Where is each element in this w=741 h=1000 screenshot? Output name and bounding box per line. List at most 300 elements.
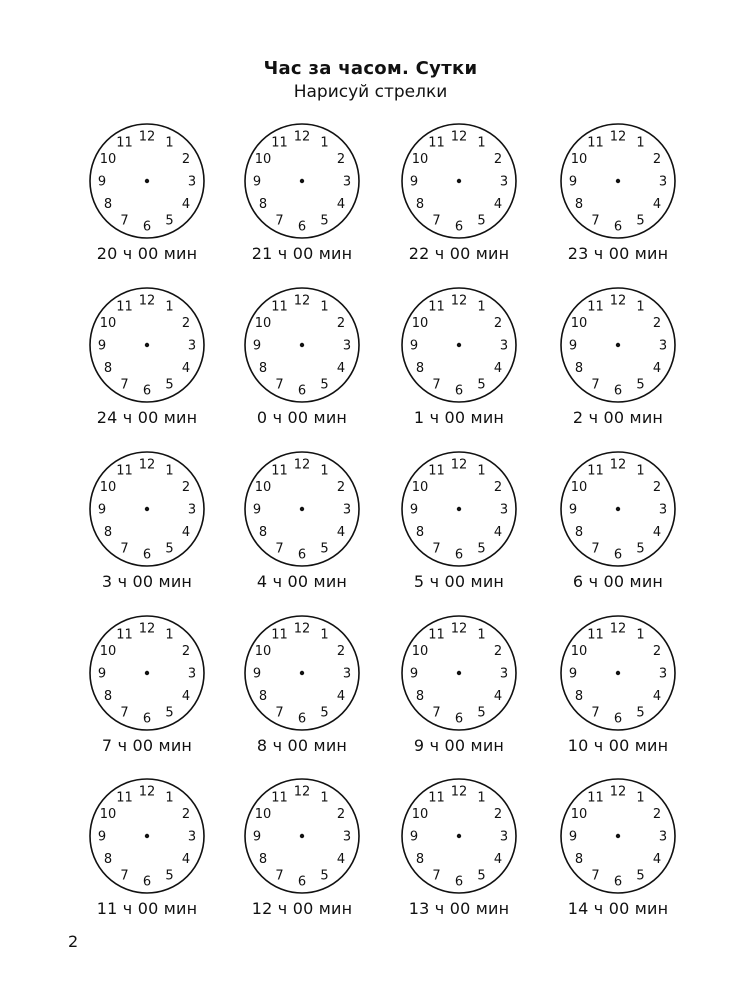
clock-time-label: 21 ч 00 мин [251,244,353,263]
clock-numeral: 4 [336,852,346,867]
clock-numeral: 4 [181,852,191,867]
clock-time-label: 2 ч 00 мин [572,408,664,427]
clock-numeral: 6 [142,547,152,563]
clock-center-dot [457,343,461,347]
clock-numeral: 8 [415,689,425,704]
clock-numeral: 12 [293,621,311,637]
clock-numeral: 11 [428,790,445,806]
clock-numeral: 2 [652,807,662,822]
clock-numeral: 7 [591,705,600,721]
clock-numeral: 3 [342,829,352,845]
clock-numeral: 2 [493,644,503,659]
clock-time-label: 23 ч 00 мин [567,244,669,263]
clock-numeral: 6 [454,219,464,235]
clock-numeral: 5 [636,377,645,393]
clock-numeral: 10 [411,480,429,495]
clock-numeral: 2 [336,152,346,167]
clock-center-dot [145,507,149,511]
clock-numeral: 2 [181,152,191,167]
clock-numeral: 11 [271,463,288,479]
clock-numeral: 4 [181,361,191,376]
clock-numeral: 12 [138,621,156,637]
clock-numeral: 5 [165,868,174,884]
clock-numeral: 10 [570,644,588,659]
clock-time-label: 8 ч 00 мин [256,736,348,755]
clock-numeral: 1 [636,135,645,151]
clock-face[interactable] [84,610,210,736]
clock-center-dot [457,834,461,838]
clock-numeral: 6 [297,711,307,727]
clock-numeral: 7 [120,705,129,721]
clock-face[interactable] [84,446,210,572]
clock-face[interactable] [396,773,522,899]
clock-numeral: 11 [587,299,604,315]
clock-numeral: 5 [477,377,486,393]
clock-numeral: 2 [493,152,503,167]
clock-numeral: 10 [99,480,117,495]
clock-numeral: 7 [120,377,129,393]
page-subtitle: Нарисуй стрелки [293,82,448,102]
clock-numeral: 3 [499,174,509,190]
clock-numeral: 9 [409,829,419,845]
clock-numeral: 12 [450,621,468,637]
clock-numeral: 12 [138,129,156,145]
clock-numeral: 1 [477,790,486,806]
clock-numeral: 7 [275,541,284,557]
clock-numeral: 9 [252,666,262,682]
clock-numeral: 12 [609,457,627,473]
clock-time-label: 4 ч 00 мин [256,572,348,591]
clock-numeral: 12 [609,293,627,309]
clock-numeral: 4 [336,689,346,704]
clock-numeral: 5 [636,705,645,721]
clock-numeral: 8 [574,525,584,540]
clock-numeral: 2 [493,480,503,495]
clock-numeral: 6 [454,874,464,890]
clock-face[interactable] [396,446,522,572]
clock-numeral: 3 [342,338,352,354]
clock-numeral: 6 [454,383,464,399]
clock-time-label: 10 ч 00 мин [567,736,669,755]
clock-numeral: 5 [165,213,174,229]
clock-numeral: 7 [275,705,284,721]
clock-numeral: 2 [336,316,346,331]
clock-exercise [384,773,534,923]
clock-numeral: 7 [432,377,441,393]
clock-numeral: 8 [574,689,584,704]
clock-numeral: 5 [320,705,329,721]
clock-center-dot [457,179,461,183]
clock-numeral: 6 [613,711,623,727]
clock-time-label: 20 ч 00 мин [96,244,198,263]
clock-numeral: 1 [477,135,486,151]
clock-time-label: 0 ч 00 мин [256,408,348,427]
clock-numeral: 12 [450,784,468,800]
clock-numeral: 5 [636,541,645,557]
clock-numeral: 10 [411,807,429,822]
clock-numeral: 12 [138,784,156,800]
clock-numeral: 4 [181,689,191,704]
clock-numeral: 9 [568,338,578,354]
clock-numeral: 3 [187,174,197,190]
clock-numeral: 2 [493,807,503,822]
clock-numeral: 4 [336,361,346,376]
clock-numeral: 5 [165,377,174,393]
clock-numeral: 1 [320,627,329,643]
clock-numeral: 12 [293,784,311,800]
clock-numeral: 6 [142,383,152,399]
clock-numeral: 8 [258,361,268,376]
clock-face[interactable] [239,282,365,408]
clock-numeral: 12 [450,293,468,309]
clock-numeral: 7 [275,213,284,229]
clock-numeral: 4 [652,852,662,867]
clock-exercise [72,118,222,268]
clock-face[interactable] [239,610,365,736]
clock-numeral: 1 [477,463,486,479]
clock-numeral: 9 [97,502,107,518]
clock-numeral: 7 [120,541,129,557]
clock-numeral: 7 [120,213,129,229]
clock-numeral: 2 [181,480,191,495]
clock-numeral: 1 [636,463,645,479]
clock-numeral: 9 [568,502,578,518]
clock-numeral: 8 [258,525,268,540]
clock-numeral: 10 [411,644,429,659]
clock-numeral: 4 [493,361,503,376]
clock-numeral: 8 [415,197,425,212]
clock-numeral: 9 [409,174,419,190]
clock-face[interactable] [555,773,681,899]
clock-numeral: 3 [187,338,197,354]
clock-face[interactable] [396,282,522,408]
clock-center-dot [145,179,149,183]
clock-numeral: 10 [570,807,588,822]
clock-numeral: 3 [658,502,668,518]
clock-numeral: 11 [116,790,133,806]
clock-numeral: 10 [411,152,429,167]
clock-numeral: 12 [293,293,311,309]
clock-numeral: 2 [336,480,346,495]
clock-numeral: 8 [415,852,425,867]
clock-numeral: 4 [493,689,503,704]
clock-numeral: 12 [293,129,311,145]
clock-numeral: 4 [652,689,662,704]
clock-numeral: 10 [99,644,117,659]
clock-numeral: 7 [432,213,441,229]
clock-numeral: 9 [252,174,262,190]
clock-numeral: 4 [652,525,662,540]
clock-numeral: 2 [652,316,662,331]
clock-numeral: 5 [477,541,486,557]
clock-numeral: 4 [493,197,503,212]
clock-numeral: 1 [636,299,645,315]
clock-numeral: 7 [432,541,441,557]
clock-numeral: 10 [570,316,588,331]
clock-numeral: 7 [432,868,441,884]
clock-numeral: 7 [120,868,129,884]
clock-numeral: 2 [493,316,503,331]
clock-numeral: 10 [99,152,117,167]
clock-numeral: 8 [574,197,584,212]
clock-numeral: 1 [165,463,174,479]
clock-center-dot [300,671,304,675]
clock-numeral: 11 [587,463,604,479]
clock-numeral: 2 [181,316,191,331]
clock-numeral: 9 [97,338,107,354]
clock-numeral: 6 [297,219,307,235]
clock-numeral: 11 [271,135,288,151]
clock-numeral: 5 [165,705,174,721]
clock-numeral: 10 [254,644,272,659]
clock-numeral: 10 [254,807,272,822]
page-number: 2 [68,932,79,951]
clock-numeral: 9 [568,666,578,682]
clock-numeral: 11 [271,790,288,806]
clock-time-label: 12 ч 00 мин [251,899,353,918]
clock-numeral: 5 [320,541,329,557]
clock-numeral: 6 [297,874,307,890]
clock-numeral: 10 [99,316,117,331]
clock-numeral: 11 [116,463,133,479]
clock-numeral: 10 [570,480,588,495]
clock-numeral: 4 [181,197,191,212]
clock-numeral: 12 [450,457,468,473]
clock-numeral: 6 [142,219,152,235]
clock-numeral: 2 [181,807,191,822]
clock-time-label: 7 ч 00 мин [101,736,193,755]
clock-exercise [543,773,693,923]
clock-face[interactable] [555,446,681,572]
clock-center-dot [300,834,304,838]
clock-numeral: 5 [320,868,329,884]
clock-numeral: 8 [258,689,268,704]
clock-numeral: 9 [252,829,262,845]
clock-face[interactable] [555,282,681,408]
clock-numeral: 8 [103,689,113,704]
clock-face[interactable] [555,118,681,244]
clock-exercise [384,610,534,760]
clock-numeral: 1 [636,790,645,806]
clock-numeral: 7 [432,705,441,721]
clock-face[interactable] [84,282,210,408]
clock-numeral: 11 [587,627,604,643]
clock-numeral: 12 [138,293,156,309]
clock-numeral: 10 [99,807,117,822]
clock-numeral: 6 [613,219,623,235]
clock-numeral: 6 [142,711,152,727]
clock-numeral: 2 [652,152,662,167]
clock-numeral: 12 [450,129,468,145]
clock-numeral: 1 [320,135,329,151]
clock-numeral: 12 [138,457,156,473]
clock-numeral: 4 [493,525,503,540]
clock-numeral: 4 [493,852,503,867]
clock-center-dot [616,834,620,838]
clock-time-label: 6 ч 00 мин [572,572,664,591]
clock-numeral: 1 [636,627,645,643]
clock-time-label: 5 ч 00 мин [413,572,505,591]
clock-numeral: 6 [454,711,464,727]
clock-time-label: 11 ч 00 мин [96,899,198,918]
clock-numeral: 1 [165,790,174,806]
clock-numeral: 8 [574,852,584,867]
clock-numeral: 6 [142,874,152,890]
clock-numeral: 12 [293,457,311,473]
clock-time-label: 9 ч 00 мин [413,736,505,755]
clock-numeral: 12 [609,621,627,637]
clock-numeral: 6 [297,383,307,399]
clock-numeral: 8 [103,197,113,212]
clock-numeral: 10 [254,316,272,331]
clock-numeral: 9 [97,174,107,190]
clock-numeral: 8 [103,525,113,540]
clock-numeral: 11 [116,135,133,151]
clock-numeral: 1 [320,463,329,479]
clock-time-label: 3 ч 00 мин [101,572,193,591]
clock-center-dot [145,343,149,347]
clock-exercise [227,610,377,760]
clock-numeral: 11 [587,135,604,151]
clock-numeral: 8 [103,852,113,867]
clock-exercise [227,282,377,432]
clock-numeral: 11 [428,135,445,151]
clock-numeral: 3 [342,174,352,190]
clock-numeral: 3 [658,338,668,354]
clock-numeral: 3 [499,502,509,518]
clock-center-dot [616,343,620,347]
clock-exercise [543,446,693,596]
clock-face[interactable] [396,118,522,244]
clock-numeral: 4 [336,197,346,212]
clock-exercise [543,118,693,268]
clock-numeral: 9 [409,666,419,682]
clock-time-label: 24 ч 00 мин [96,408,198,427]
clock-numeral: 5 [636,213,645,229]
clock-numeral: 2 [336,644,346,659]
clock-numeral: 7 [591,213,600,229]
clock-numeral: 5 [477,868,486,884]
clock-face[interactable] [396,610,522,736]
clock-numeral: 9 [568,174,578,190]
clock-center-dot [457,507,461,511]
clock-numeral: 5 [165,541,174,557]
clock-numeral: 6 [613,874,623,890]
page-title: Час за часом. Сутки [263,58,478,79]
clock-numeral: 2 [652,480,662,495]
clock-numeral: 3 [342,666,352,682]
clock-numeral: 12 [609,784,627,800]
clock-numeral: 6 [297,547,307,563]
clock-time-label: 14 ч 00 мин [567,899,669,918]
clock-numeral: 9 [252,338,262,354]
clock-numeral: 11 [428,627,445,643]
clock-numeral: 7 [591,541,600,557]
clock-numeral: 3 [187,666,197,682]
clock-numeral: 10 [411,316,429,331]
clock-exercise [72,610,222,760]
clock-exercise [227,446,377,596]
clock-numeral: 3 [499,666,509,682]
clock-numeral: 6 [613,547,623,563]
clock-exercise [543,282,693,432]
clock-numeral: 4 [181,525,191,540]
clock-numeral: 9 [97,666,107,682]
clock-face[interactable] [239,446,365,572]
clock-exercise [227,118,377,268]
clock-time-label: 1 ч 00 мин [413,408,505,427]
clock-numeral: 11 [428,463,445,479]
clock-exercise [384,282,534,432]
clock-center-dot [616,507,620,511]
clock-numeral: 8 [103,361,113,376]
clock-numeral: 11 [587,790,604,806]
clock-center-dot [300,179,304,183]
clock-face[interactable] [84,118,210,244]
clock-numeral: 5 [636,868,645,884]
clock-numeral: 7 [591,868,600,884]
clock-numeral: 9 [252,502,262,518]
clock-numeral: 5 [477,705,486,721]
clock-numeral: 3 [342,502,352,518]
clock-face[interactable] [239,118,365,244]
clock-face[interactable] [84,773,210,899]
clock-face[interactable] [555,610,681,736]
clock-numeral: 8 [258,852,268,867]
clock-exercise [72,446,222,596]
clock-numeral: 9 [97,829,107,845]
clock-numeral: 10 [570,152,588,167]
clock-numeral: 1 [477,627,486,643]
clock-center-dot [616,671,620,675]
clock-numeral: 7 [591,377,600,393]
clock-time-label: 22 ч 00 мин [408,244,510,263]
clock-face[interactable] [239,773,365,899]
clock-numeral: 8 [415,361,425,376]
clock-numeral: 11 [116,627,133,643]
clock-numeral: 5 [320,213,329,229]
clock-center-dot [300,507,304,511]
clock-numeral: 12 [609,129,627,145]
clock-exercise [384,446,534,596]
clock-numeral: 7 [275,377,284,393]
clock-numeral: 1 [165,299,174,315]
clock-numeral: 11 [271,299,288,315]
clock-numeral: 1 [320,790,329,806]
clock-numeral: 7 [275,868,284,884]
clock-numeral: 5 [320,377,329,393]
clock-numeral: 8 [415,525,425,540]
clock-exercise [227,773,377,923]
clock-numeral: 4 [336,525,346,540]
clock-numeral: 3 [658,829,668,845]
clock-numeral: 1 [165,627,174,643]
clock-time-label: 13 ч 00 мин [408,899,510,918]
clock-numeral: 11 [271,627,288,643]
clock-numeral: 9 [409,338,419,354]
clock-numeral: 1 [477,299,486,315]
clock-numeral: 8 [574,361,584,376]
clock-numeral: 11 [116,299,133,315]
clock-numeral: 6 [454,547,464,563]
clock-numeral: 3 [658,174,668,190]
clock-numeral: 2 [652,644,662,659]
clock-numeral: 3 [658,666,668,682]
clock-numeral: 11 [428,299,445,315]
clock-exercise [72,282,222,432]
clock-exercise [384,118,534,268]
clock-exercise [72,773,222,923]
